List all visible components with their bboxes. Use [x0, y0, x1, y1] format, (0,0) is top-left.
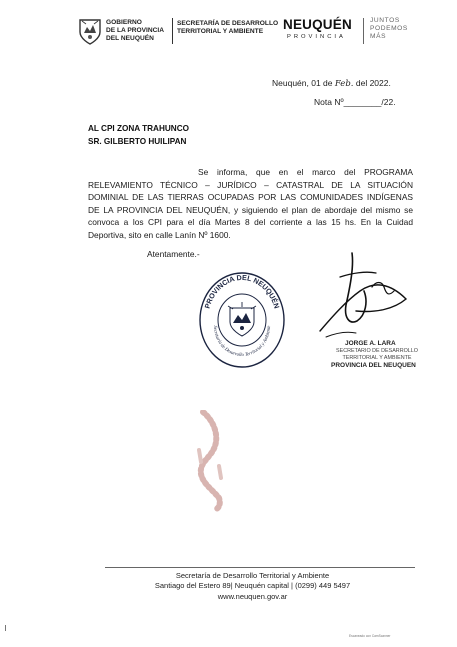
signatory-role	[336, 348, 418, 361]
brand-subtitle: PROVINCIA	[287, 34, 346, 40]
slogan	[370, 17, 408, 42]
closing: Atentamente.-	[147, 249, 200, 259]
nota-prefix: Nota Nº	[314, 97, 344, 107]
nota-suffix: /22.	[381, 97, 396, 107]
header-divider	[172, 18, 173, 44]
footer-divider	[105, 567, 415, 568]
addressee	[88, 123, 189, 148]
gov-line-3: DEL NEUQUÉN	[106, 35, 154, 43]
role-line-2: TERRITORIAL Y AMBIENTE	[342, 354, 412, 361]
brand-name: NEUQUÉN	[283, 17, 352, 32]
stamp-outer-text: PROVINCIA DEL NEUQUÉN	[202, 272, 282, 310]
note-number	[314, 97, 396, 107]
date-suffix: del 2022.	[355, 78, 391, 88]
secretariat-label	[177, 20, 278, 37]
stamp-emblem-icon	[228, 302, 256, 336]
addressee-line-1: AL CPI ZONA TRAHUNCO	[88, 124, 189, 133]
nota-blank: ________	[343, 97, 382, 107]
stamp-inner-text: Secretaría de Desarrollo Territorial y Ambiente	[211, 325, 273, 359]
brand-divider	[363, 18, 364, 44]
government-label	[106, 19, 164, 44]
slogan-line-1: JUNTOS	[370, 17, 400, 24]
watermark-bleed	[189, 410, 229, 512]
footer-line-2: Santiago del Estero 89| Neuquén capital | (0299) 449 5497	[154, 581, 351, 591]
scan-edge-mark	[5, 625, 6, 631]
footer-line-1: Secretaría de Desarrollo Territorial y Ambiente	[175, 571, 330, 580]
role-line-1: SECRETARIO DE DESARROLLO	[336, 348, 418, 354]
handwritten-signature	[316, 247, 411, 345]
official-stamp	[197, 270, 287, 370]
date-month-handwritten: Feb.	[334, 79, 354, 89]
letter-date	[272, 78, 391, 89]
letter-body	[88, 166, 413, 242]
signatory-province: PROVINCIA DEL NEUQUEN	[331, 362, 416, 369]
date-prefix: Neuquén, 01 de	[272, 78, 333, 88]
footer-website: www.neuquen.gov.ar	[217, 591, 288, 601]
letterhead	[0, 0, 457, 56]
body-paragraph: Se informa, que en el marco del PROGRAMA RELEVAMIENTO TÉCNICO – JURÍDICO – CATASTRAL DE LA SITUACIÓN DOMINIAL DE LAS TIERRAS OCUPADAS POR LAS COMUNIDADES INDÍGENAS DE LA PROVINCIA DEL NEUQUÉN, y siguiendo el plan de abordaje del mismo se convoca a los CPI para el día Martes 8 del corriente a las 15 hs. En la Cuidad Deportiva, sito en calle Lanín Nº 1600.	[88, 167, 413, 240]
province-shield-icon	[78, 18, 102, 46]
slogan-line-2: PODEMOS	[370, 25, 408, 33]
gov-line-2: DE LA PROVINCIA	[106, 27, 165, 35]
addressee-line-2: SR. GILBERTO HUILIPAN	[88, 136, 187, 146]
signatory-name: JORGE A. LARA	[345, 340, 396, 347]
footer	[145, 571, 360, 602]
sec-line-2: TERRITORIAL Y AMBIENTE	[177, 28, 264, 36]
scanner-watermark: Escaneado con CamScanner	[349, 634, 391, 638]
gov-line-1: GOBIERNO	[106, 19, 142, 26]
sec-line-1: SECRETARÍA DE DESARROLLO	[177, 20, 279, 27]
slogan-line-3: MÁS	[370, 33, 387, 41]
